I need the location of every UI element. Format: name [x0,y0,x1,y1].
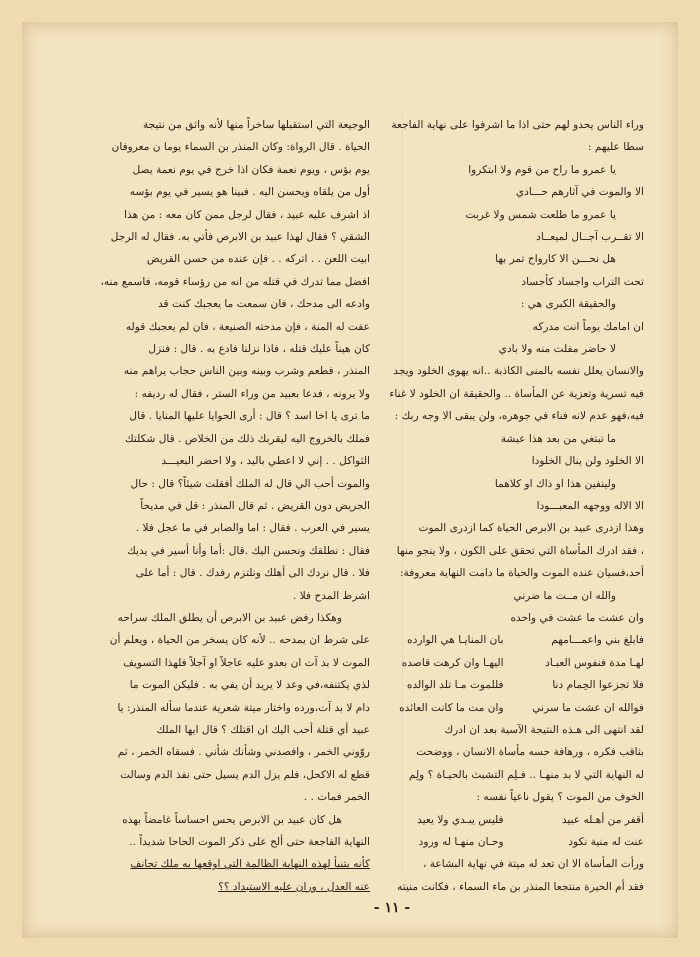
text-line: عبيد أي قتلة أحب اليك ان اقتلك ؟ قال ايها الملك [156,723,370,736]
verse-first-hemistich: فلا تجزعوا الحِمام دنا [552,679,644,692]
verse-first-hemistich: فوالله ان عشت ما سرني [532,701,644,714]
text-line: والحقيقة الكبرى هي : [520,298,616,311]
text-line: الحياة . قال الرواة: وكان المنذر بن السماء يوما ن معروفان [111,141,370,154]
text-line: والانسان يعلل نفسه بالمنى الكاذبة ..انه يهوى الخلود ويجد [393,365,644,378]
verse-line: تحت التراب واجساد كأجساد [521,275,644,288]
text-line: ولا يرونه ، فدعا بعبيد من وراء الستر ، فقال له رديفه : [134,387,370,400]
text-line: كأنه يتنبأ لهذه النهاية الظالمة التي اوقعها به ملك تجانف [130,858,370,871]
text-line: بثاقب فكره ، ورهافة حسه مأساة الانسان ، ووضحت [416,746,644,759]
text-line: الخوف من الموت ؟ يقول ناعياً نفسه : [476,791,644,804]
text-line: فملك بالخروج اليه ليقربك ذلك من الخلاص . قال شكلتك [125,432,370,445]
right-column [374,114,644,898]
text-line: والموت أحب الي قال له الملك أفقلت شيئاً؟ قال : حال [130,477,370,490]
verse-couplet [374,629,644,651]
verse-line: الا تقــرب آجــال لميعــاد [536,231,644,244]
verse-second-hemistich: بان المنايـا هي الوارده [407,634,504,647]
verse-line: يا عمرو ما راح من قوم ولا ابتكروا [468,163,616,176]
verse-couplet [374,697,644,719]
text-line: وهكذا رفض عبيد بن الابرص أن يطلق الملك سراحه [117,611,342,624]
text-line: فيه،فهو عدم لانه فناء في جوهره، ولن يبقى الا وجه ربك : [394,410,644,423]
text-line: روّوني الخمر ، وافصدني وشأنك شأني . فسقاه الخمر ، ثم [117,746,370,759]
verse-couplet [374,674,644,696]
text-line: ما ترى يا اخا اسد ؟ قال : أرى الحوايا عليها المنايا . قال [129,410,370,423]
text-line: الشقي ؟ فقال لهذا عبيد بن الابرص فأتي به. فقال له الرجل [110,231,370,244]
text-line: دام لا بد آت،ورده واختار ميتة شعرية عندما سأله المنذر: يا [117,701,370,714]
text-line: وادعه الى مدحك ، فان سمعت ما يعجبك كنت قد [158,298,370,311]
left-column [100,114,370,898]
text-line: أول من يلقاه ويحسن اليه . فبينا هو يسير في يوم بؤسه [129,186,370,199]
text-line: افضل مما تدرك في قتله من انه من رؤساء قومه، فاسمع منه، [100,275,370,288]
text-line: الخمر فمات . . [303,791,370,804]
document-page [22,22,678,938]
verse-second-hemistich: فللموت مـا تلد الوالده [406,679,504,692]
text-line: المنذر ، فطعم وشرب وبينه وبين الناس حجاب يراهم منه [123,365,370,378]
text-line: هل كان عبيد بن الابرص يحس احساساً غامضاً بهذه [122,813,342,826]
verse-line: ولينفين هذا او ذاك او كلاهما [494,477,616,490]
text-line: الجريض دون القريض . ثم قال المنذر : قل في مديحاً [140,499,370,512]
verse-second-hemistich: وحـان منهـا له ورود [418,836,504,848]
text-line: سطا عليهم : [587,141,644,154]
text-line: الثواكل . . إني لا اعطي باليد ، ولا احضر البعيـــد [161,455,370,468]
verse-first-hemistich: عنت له منية نكود [568,836,644,848]
verse-first-hemistich: لهـا مدة فنفوس العبـاد [545,656,644,669]
text-line: اشرط المدح فلا . [292,589,370,602]
text-line: قطع له الاكحل، فلم يزل الدم يسيل حتى نفذ الدم وسالت [120,768,370,781]
text-line: الموت لا بد آت ان بعدو عليه عاجلاً او آجلاً فلهذا التسويف [123,656,370,669]
text-line: فقد أم الحيرة منتجعا المنذر بن ماء السماء ، فكانت منيته [397,880,644,893]
text-line: كان هيناً عليك قتله ، فاذا نزلنا فادع به . قال : فنزل [148,343,370,356]
verse-line: لا حاضر مفلت منه ولا بادي [498,343,616,356]
verse-line: الا الخلود ولن ينال الخلودا [531,455,644,468]
text-line: يسير في العرب . فقال : اما والصابر في ما عجل فلا . [135,522,370,535]
verse-line: والله ان مــت ما ضرني [513,589,616,602]
text-line: على شرط ان يمدحه .. لأنه كان يسخر من الحياة ، ويعلم أن [109,634,370,647]
text-line: عنه العدل ، وران عليه الاستبداد ؟؟ [218,880,370,893]
text-line: فلا . قال نردك الى أهلك ونلتزم رفدك . قال : أما على [135,567,370,580]
verse-line: هل نحـــن الا كارواح تمر بها [495,253,616,266]
text-line: ورأت المأساة الا ان تعد له ميتة في نهاية البشاعة ، [422,858,644,871]
verse-second-hemistich: فليس يبـدي ولا يعيد [417,813,504,826]
verse-couplet [374,831,644,853]
verse-line: ان امامك يوماً انت مدركه [532,320,644,333]
text-line: اذ اشرف عليه عبيد ، فقال لرجل ممن كان معه : من هذا [124,208,370,221]
text-line: لذي يكتنفه،في وعد لا يريد أن يفي به . فليكن الموت ما [129,679,370,692]
page-number: - ١١ - [373,900,411,916]
verse-second-hemistich: وان مت ما كانت العائده [399,701,504,714]
text-line: وراء الناس يحدو لهم حتى اذا ما اشرفوا على نهاية الفاجعة [391,119,644,131]
verse-first-hemistich: فابلغ بني واعمـــامهم [551,634,644,647]
text-line: فقال : نطلقك ونحسن اليك .قال :أما وأنا أسير في يديك [127,544,370,557]
text-line: الوجيعة التي استقبلها ساخراً منها لأنه واثق من نتيجة [142,119,370,131]
verse-second-hemistich: اليهـا وان كرهت قاصده [401,656,504,669]
text-line: ابيت اللعن . . اتركه . . فإن عنده من حسن القريض [146,253,370,266]
text-line: له النهاية التي لا بد منهـا .. فـلِم التشبث بالحيـاة ؟ ولِم [408,768,644,781]
verse-couplet [374,809,644,831]
verse-line: الا والموت في آثارهم حـــادي [515,186,644,199]
verse-line: ما تبتغي من بعد هذا عيشة [500,432,616,445]
verse-first-hemistich: أقفر من أهـله عبيد [561,813,644,826]
text-line: ، فقد ادرك المأساة التي تحقق على الكون ، ولا ينجو منها [396,544,644,557]
text-line: يوم بؤس ، ويوم نعمة فكان اذا خرج في يوم نعمة يصل [132,163,370,176]
text-line: أحد،فسيان عنده الموت والحياة ما دامت النهاية معروفة: [399,567,644,580]
text-line: وهذا ازدرى عبيد بن الابرص الحياة كما ازدرى الموت [418,522,644,535]
verse-line: الا الاله ووجهه المعبـــودا [536,499,644,512]
verse-line: يا عمرو ما طلعت شمس ولا غربت [465,208,616,221]
text-line: فيه تسرية وتعزية عن المأساة .. والحقيقة ان الخلود لا غناء [389,387,644,400]
text-line: لقد انتهى الى هـذه النتيجة الآسية بعد ان ادرك [444,723,644,736]
verse-line: وان عشت ما عشت في واحده [510,611,644,624]
text-line: عفت له المنة ، فإن مدحته الصنيعة ، فان لم يعجبك قوله [125,320,370,333]
text-line: النهاية الفاجعة حتى ألح على ذكر الموت الحاحا شديداً .. [129,836,370,848]
verse-couplet [374,652,644,674]
